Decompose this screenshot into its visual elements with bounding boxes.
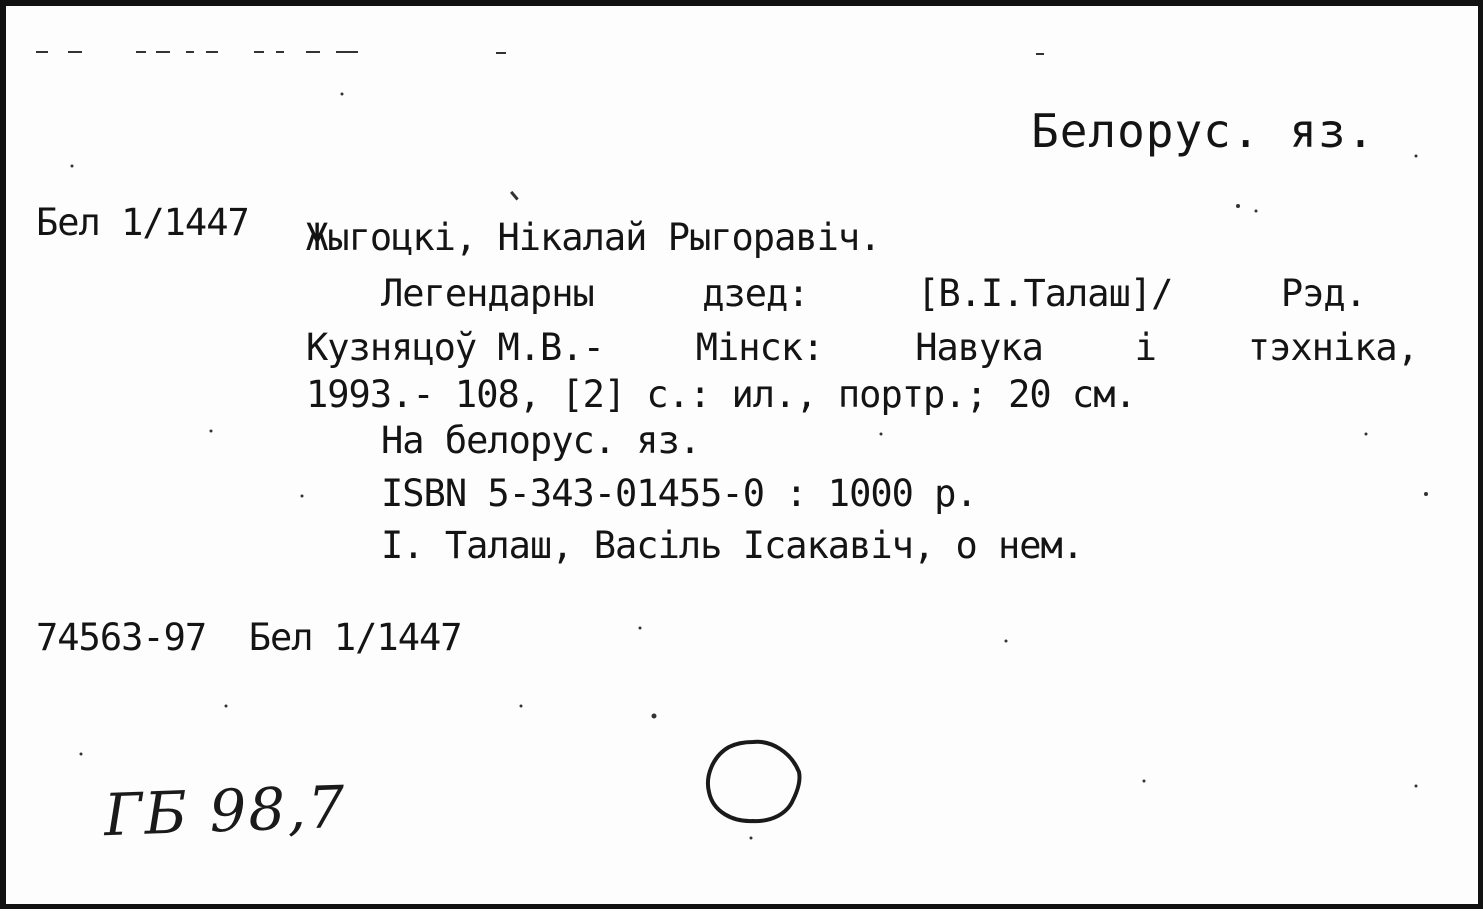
title-statement — [381, 274, 1366, 314]
language-note: На белорус. яз. — [381, 419, 701, 462]
title-word: Рэд. — [1280, 272, 1366, 315]
isbn-line: ISBN 5-343-01455-0 : 1000 р. — [381, 472, 977, 515]
accession-number: 74563-97 Бел 1/1447 — [36, 616, 462, 659]
title-word: [В.І.Талаш]/ — [917, 272, 1173, 315]
publication-word: Навука — [915, 326, 1043, 369]
shelf-mark: Бел 1/1447 — [36, 201, 249, 244]
publication-statement — [306, 328, 1418, 368]
physical-description: 1993.- 108, [2] с.: ил., портр.; 20 см. — [306, 373, 1136, 416]
handwritten-note: ГБ 98,7 — [102, 772, 348, 850]
added-entry-tracing: I. Талаш, Васіль Ісакавіч, о нем. — [381, 524, 1084, 567]
publication-word: і — [1134, 326, 1156, 369]
circle-stamp-icon — [701, 734, 806, 829]
publication-word: тэхніка, — [1247, 326, 1418, 369]
publication-word: Мінск: — [695, 326, 824, 369]
publication-word: Кузняцоў М.В.- — [306, 326, 604, 369]
title-word: дзед: — [702, 272, 809, 315]
subject-heading: Белорус. яз. — [1031, 104, 1376, 158]
author-entry: Жыгоцкі, Нікалай Рыгоравіч. — [306, 216, 881, 259]
title-word: Легендарны — [381, 272, 594, 315]
